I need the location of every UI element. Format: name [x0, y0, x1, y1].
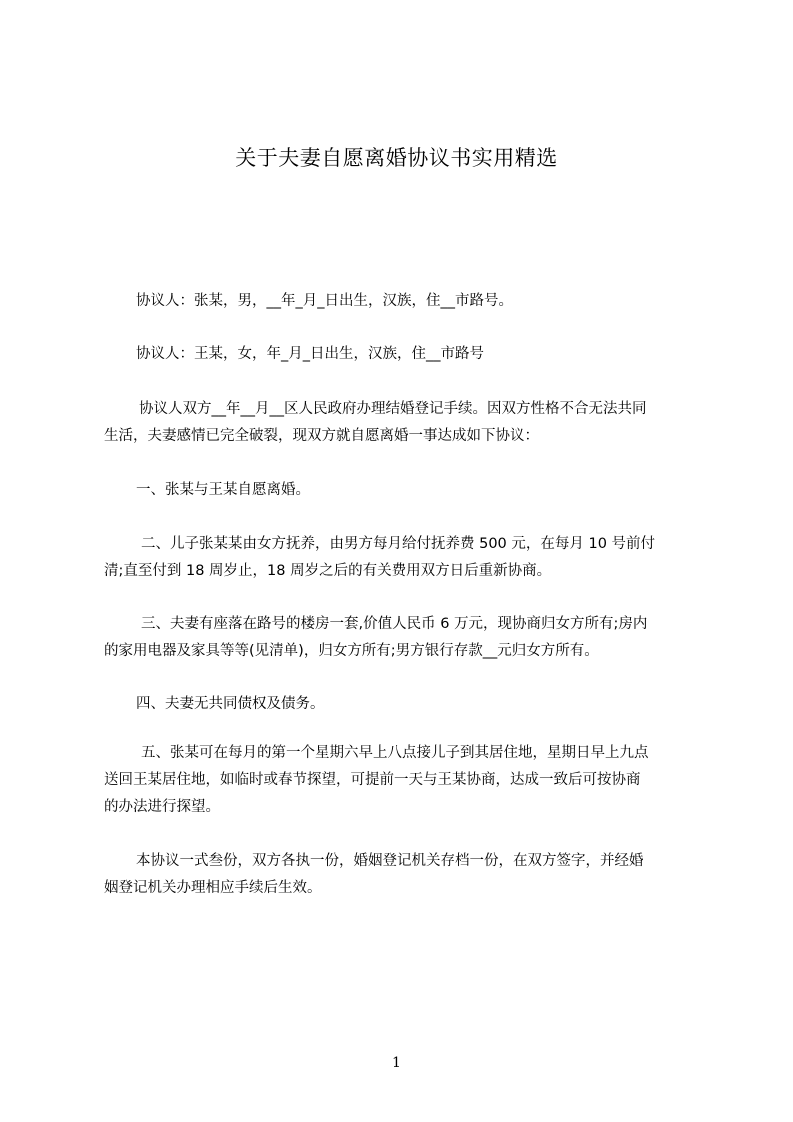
paragraph-line: 清;直至付到 18 周岁止，18 周岁之后的有关费用双方日后重新协商。: [104, 563, 552, 579]
paragraph-line: 二、儿子张某某由女方抚养，由男方每月给付抚养费 500 元，在每月 10 号前付: [141, 536, 656, 552]
paragraph-clause-3: [104, 611, 702, 665]
paragraph-line: 三、夫妻有座落在路号的楼房一套,价值人民币 6 万元，现协商归女方所有;房内: [141, 616, 648, 632]
paragraph-party-zhang: [104, 288, 702, 315]
paragraph-line: 五、张某可在每月的第一个星期六早上八点接儿子到其居住地，星期日早上九点: [141, 745, 649, 761]
paragraph-line: 协议人：王某，女，年_月_日出生，汉族，住__市路号: [136, 346, 484, 362]
paragraph-party-wang: [104, 341, 702, 368]
paragraph-clause-2: [104, 531, 702, 585]
document-title: 关于夫妻自愿离婚协议书实用精选: [235, 146, 558, 170]
paragraph-line: 协议人：张某，男，__年_月_日出生，汉族，住__市路号。: [136, 293, 513, 309]
paragraph-clause-1: [104, 477, 702, 504]
paragraph-line: 生活，夫妻感情已完全破裂，现双方就自愿离婚一事达成如下协议：: [104, 428, 539, 444]
paragraph-line: 送回王某居住地，如临时或春节探望，可提前一天与王某协商，达成一致后可按协商: [104, 772, 641, 788]
paragraph-clause-5: [104, 740, 702, 821]
paragraph-line: 一、张某与王某自愿离婚。: [136, 482, 310, 498]
paragraph-line: 四、夫妻无共同债权及债务。: [136, 696, 325, 712]
paragraph-line: 的家用电器及家具等等(见清单)，归女方所有;男方银行存款__元归女方所有。: [104, 643, 599, 659]
paragraph-effectiveness: [104, 848, 702, 902]
paragraph-preamble: [104, 396, 702, 450]
paragraph-clause-4: [104, 691, 702, 718]
paragraph-line: 本协议一式叁份，双方各执一份，婚姻登记机关存档一份，在双方签字，并经婚: [136, 853, 644, 869]
page-number: 1: [392, 1055, 401, 1071]
paragraph-line: 姻登记机关办理相应手续后生效。: [104, 880, 322, 896]
paragraph-line: 的办法进行探望。: [104, 799, 220, 815]
paragraph-line: 协议人双方__年__月__区人民政府办理结婚登记手续。因双方性格不合无法共同: [139, 401, 647, 417]
